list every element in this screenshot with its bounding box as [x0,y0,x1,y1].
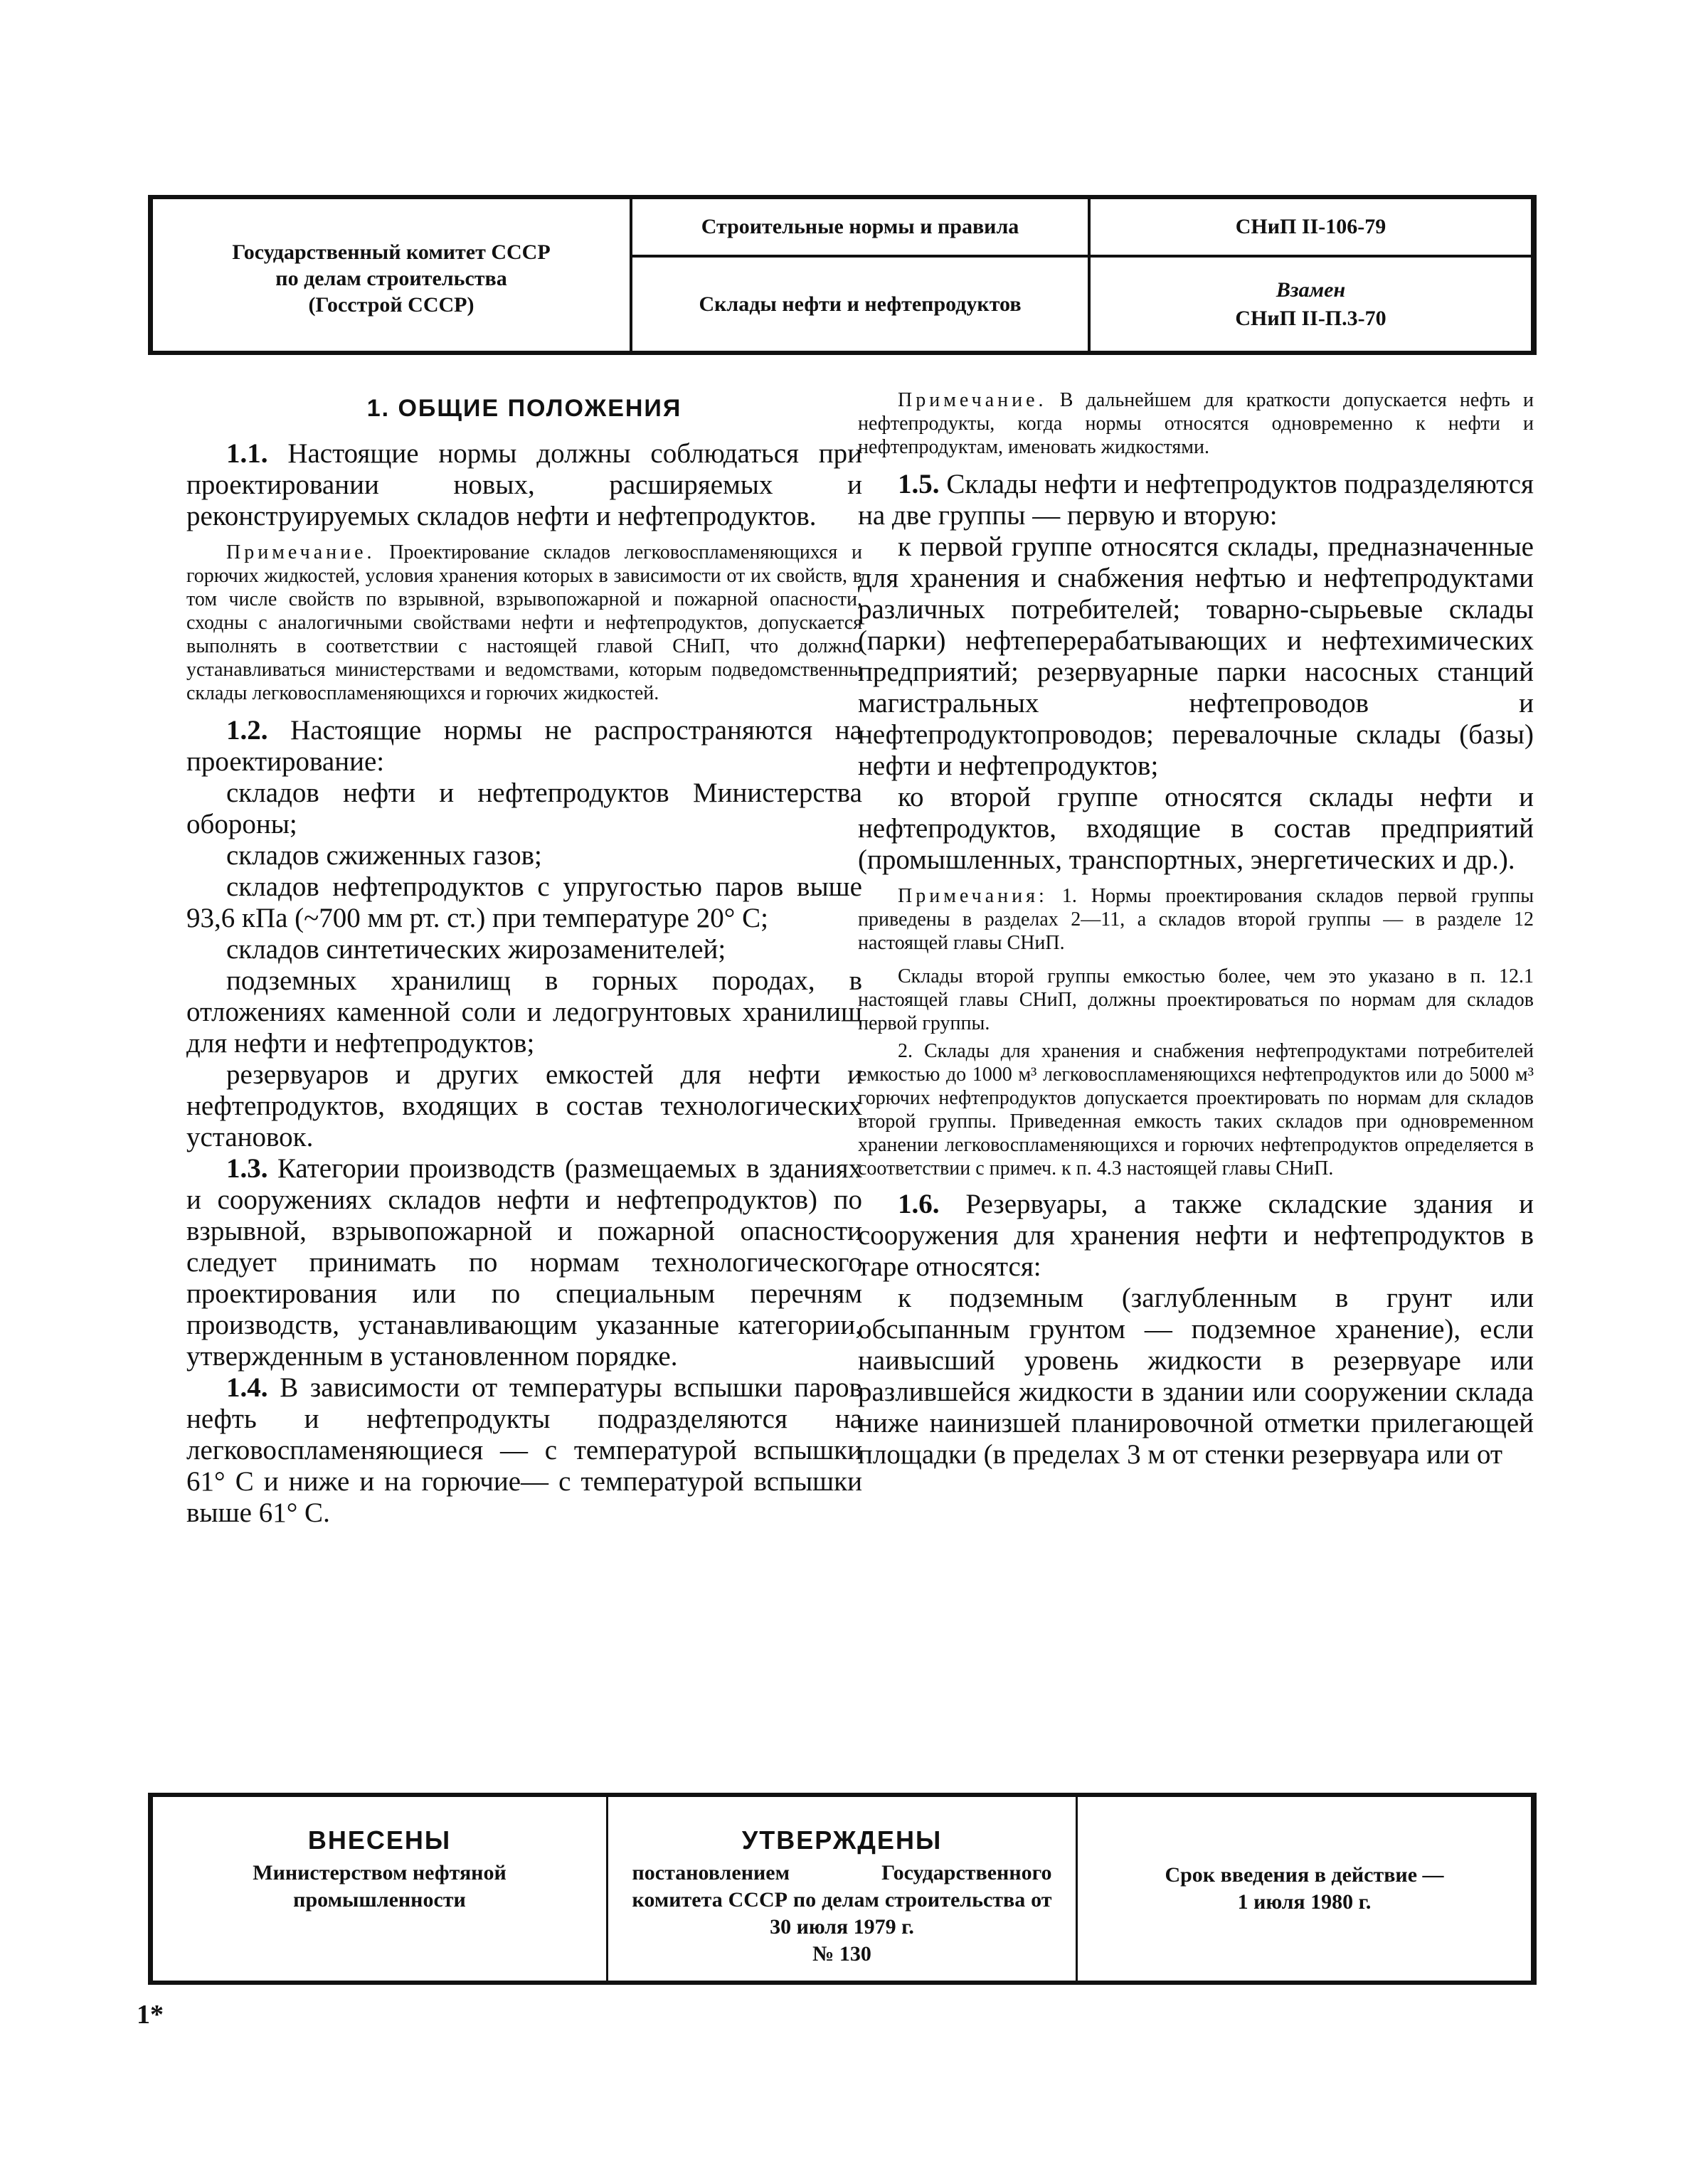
document-code: СНиП II-106-79 [1091,199,1531,258]
introduced-block: ВНЕСЕНЫ Министерством нефтяной промышленности [153,1797,608,1981]
header-table [148,195,1537,355]
footer-table [148,1793,1537,1985]
note-2: Примечание. В дальнейшем для краткости допускается нефть и нефтепродукты, когда нормы относятся одновременно к нефти и нефтепродуктам, именовать жидкостями. [858,389,1534,458]
notes-2: 2. Склады для хранения и снабжения нефтепродуктами потребителей емкостью до 1000 м³ легковоспламеняющихся нефтепродуктов или до 5000 м³ горючих нефтепродуктов допускается проектировать по нормам для складов второй группы. Приведенная емкость таких складов при одновременном хранении легковоспламеняющихся и горючих нефтепродуктов определяется в соответствии с примеч. к п. 4.3 настоящей главы СНиП. [858,1040,1534,1180]
list-item: складов сжиженных газов; [226,840,542,871]
page-mark: 1* [137,2000,164,2030]
paragraph-1-6: 1.6. Резервуары, а также складские здания и сооружения для хранения нефти и нефтепродуктов в таре относятся: [858,1189,1534,1282]
paragraph-1-1: 1.1. Настоящие нормы должны соблюдаться при проектировании новых, расширяемых и реконструируемых складов нефти и нефтепродуктов. [186,438,862,531]
document-type: Строительные нормы и правила [632,199,1088,258]
paragraph-1-2: 1.2. Настоящие нормы не распространяются на проектирование: [186,715,862,777]
paragraph-1-4: 1.4. В зависимости от температуры вспышки паров нефть и нефтепродукты подразделяются на легковоспламеняющиеся — с температурой вспышки 61° С и ниже и на горючие— с температурой вспышки выше 61° С. [186,1372,862,1528]
notes-1: Примечания: 1. Нормы проектирования складов первой группы приведены в разделах 2—11, а складов второй группы — в разделе 12 настоящей главы СНиП. [858,885,1534,954]
notes-1b: Склады второй группы емкостью более, чем это указано в п. 12.1 настоящей главы СНиП, должны проектироваться по нормам для складов первой группы. [858,965,1534,1034]
section-title: 1. ОБЩИЕ ПОЛОЖЕНИЯ [366,395,682,422]
list-item: резервуаров и других емкостей для нефти и нефтепродуктов, входящих в состав технологических установок. [186,1059,862,1152]
issuing-organization: Государственный комитет СССР по делам строительства (Госстрой СССР) [153,199,632,351]
list-item: складов нефтепродуктов с упругостью паров выше 93,6 кПа (~700 мм рт. ст.) при температуре 20° С; [186,871,862,933]
list-item: ко второй группе относятся склады нефти и нефтепродуктов, входящие в состав предприятий (промышленных, транспортных, энергетических и др.). [858,782,1534,875]
paragraph-1-5: 1.5. Склады нефти и нефтепродуктов подразделяются на две группы — первую и вторую: [858,469,1534,531]
document-title: Склады нефти и нефтепродуктов [699,292,1022,316]
list-item: подземных хранилищ в горных породах, в отложениях каменной соли и ледогрунтовых хранилищ для нефти и нефтепродуктов; [186,965,862,1059]
replaces-block: Взамен СНиП II-П.3-70 [1235,277,1386,330]
effective-date-block: Срок введения в действие — 1 июля 1980 г. [1165,1863,1444,1914]
list-item: к подземным (заглубленным в грунт или обсыпанным грунтом — подземное хранение), если наивысший уровень жидкости в резервуаре или разлившейся жидкости в здании или сооружении склада ниже наинизшей планировочной отметки прилегающей площадки (в пределах 3 м от стенки резервуара или от [858,1283,1534,1470]
approved-block: УТВЕРЖДЕНЫ постановлением Государственного комитета СССР по делам строительства от 30 июля 1979 г. № 130 [608,1797,1078,1981]
list-item: складов нефти и нефтепродуктов Министерства обороны; [186,778,862,839]
note-1: Примечание. Проектирование складов легковоспламеняющихся и горючих жидкостей, условия хранения которых в зависимости от их свойств, в том числе свойств по взрывной, взрывопожарной и пожарной опасности, сходны с аналогичными свойствами нефти и нефтепродуктов, допускается выполнять в соответствии с настоящей главой СНиП, что должно устанавливаться министерствами и ведомствами, которым подведомственны склады легковоспламеняющихся и горючих жидкостей. [186,541,862,704]
paragraph-1-3: 1.3. Категории производств (размещаемых в зданиях и сооружениях складов нефти и нефтепродуктов) по взрывной, взрывопожарной и пожарной опасности следует принимать по нормам технологического проектирования или по специальным перечням производств, устанавливающим указанные категории, утвержденным в установленном порядке. [186,1153,863,1372]
list-item: к первой группе относятся склады, предназначенные для хранения и снабжения нефтью и нефтепродуктами различных потребителей; товарно-сырьевые склады (парки) нефтеперерабатывающих и нефтехимических предприятий; резервуарные парки насосных станций магистральных нефтепроводов и нефтепродуктопроводов; перевалочные склады (базы) нефти и нефтепродуктов; [858,531,1534,781]
left-column [186,384,862,1529]
list-item: складов синтетических жирозаменителей; [226,934,726,965]
right-column [858,384,1534,1470]
